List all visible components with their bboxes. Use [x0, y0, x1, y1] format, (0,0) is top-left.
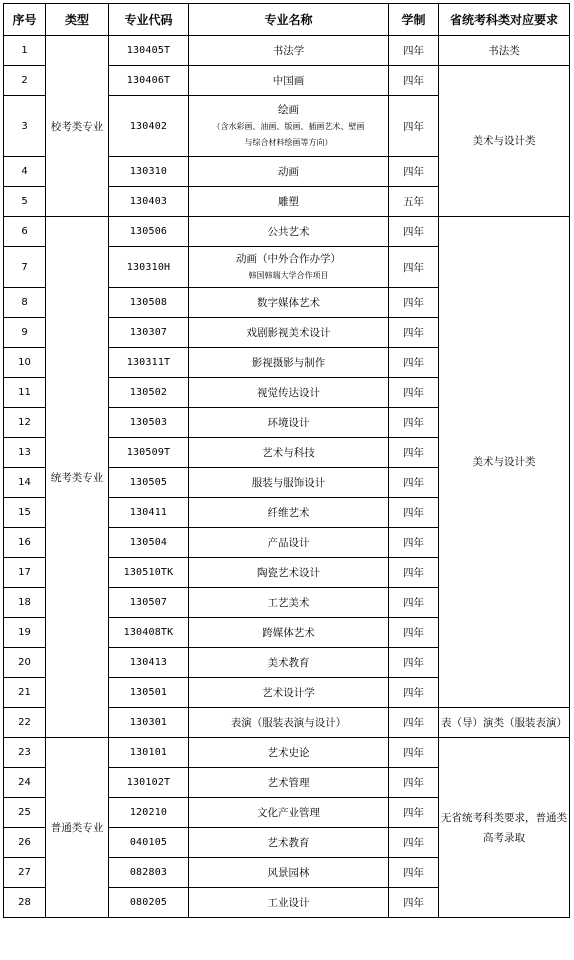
row-code: 130509T [109, 438, 189, 468]
table-row [4, 36, 570, 66]
row-code: 130506 [109, 217, 189, 247]
header-years: 学制 [389, 4, 439, 36]
row-name-note: 与综合材料绘画等方向） [244, 138, 333, 147]
row-no: 22 [4, 708, 46, 738]
row-years: 四年 [389, 36, 439, 66]
row-name-main: 动画（中外合作办学） [236, 253, 341, 265]
row-no: 13 [4, 438, 46, 468]
row-years: 四年 [389, 558, 439, 588]
row-no: 2 [4, 66, 46, 96]
row-no: 9 [4, 318, 46, 348]
document-page [3, 3, 574, 918]
row-name: 艺术史论 [189, 738, 389, 768]
row-years: 四年 [389, 528, 439, 558]
row-years: 四年 [389, 247, 439, 288]
row-name: 艺术与科技 [189, 438, 389, 468]
row-years: 四年 [389, 708, 439, 738]
row-years: 四年 [389, 858, 439, 888]
row-no: 19 [4, 618, 46, 648]
row-no: 25 [4, 798, 46, 828]
table-row [4, 217, 570, 247]
row-name [189, 247, 389, 288]
row-no: 28 [4, 888, 46, 918]
row-code: 130101 [109, 738, 189, 768]
row-code: 130504 [109, 528, 189, 558]
row-name: 表演（服装表演与设计） [189, 708, 389, 738]
row-code: 130510TK [109, 558, 189, 588]
row-years: 四年 [389, 768, 439, 798]
row-no: 23 [4, 738, 46, 768]
row-name: 产品设计 [189, 528, 389, 558]
row-years: 四年 [389, 618, 439, 648]
row-no: 21 [4, 678, 46, 708]
row-years: 四年 [389, 408, 439, 438]
row-code: 130310 [109, 157, 189, 187]
header-requirement: 省统考科类对应要求 [439, 4, 570, 36]
row-code: 130411 [109, 498, 189, 528]
row-no: 3 [4, 96, 46, 157]
row-years: 四年 [389, 468, 439, 498]
requirement-performance: 表（导）演类（服装表演） [439, 708, 570, 738]
row-name: 跨媒体艺术 [189, 618, 389, 648]
row-years: 四年 [389, 318, 439, 348]
row-name: 陶瓷艺术设计 [189, 558, 389, 588]
row-code: 130405T [109, 36, 189, 66]
row-years: 四年 [389, 438, 439, 468]
row-years: 四年 [389, 738, 439, 768]
row-code: 120210 [109, 798, 189, 828]
requirement-art-design-1: 美术与设计类 [439, 66, 570, 217]
row-years: 四年 [389, 96, 439, 157]
row-no: 12 [4, 408, 46, 438]
row-code: 130311T [109, 348, 189, 378]
row-name: 风景园林 [189, 858, 389, 888]
row-code: 130406T [109, 66, 189, 96]
row-code: 130505 [109, 468, 189, 498]
row-name: 艺术教育 [189, 828, 389, 858]
row-no: 16 [4, 528, 46, 558]
row-name: 服装与服饰设计 [189, 468, 389, 498]
table-row [4, 738, 570, 768]
row-no: 10 [4, 348, 46, 378]
row-name: 中国画 [189, 66, 389, 96]
row-years: 四年 [389, 378, 439, 408]
row-name: 工艺美术 [189, 588, 389, 618]
row-code: 040105 [109, 828, 189, 858]
row-no: 7 [4, 247, 46, 288]
row-code: 130307 [109, 318, 189, 348]
row-code: 130413 [109, 648, 189, 678]
row-code: 130301 [109, 708, 189, 738]
row-code: 130507 [109, 588, 189, 618]
row-no: 11 [4, 378, 46, 408]
row-name: 视觉传达设计 [189, 378, 389, 408]
header-no: 序号 [4, 4, 46, 36]
row-name: 动画 [189, 157, 389, 187]
row-years: 五年 [389, 187, 439, 217]
row-code: 130310H [109, 247, 189, 288]
requirement-art-design-2: 美术与设计类 [439, 217, 570, 708]
row-code: 082803 [109, 858, 189, 888]
row-years: 四年 [389, 798, 439, 828]
row-code: 130402 [109, 96, 189, 157]
row-name: 公共艺术 [189, 217, 389, 247]
row-years: 四年 [389, 498, 439, 528]
row-no: 24 [4, 768, 46, 798]
row-years: 四年 [389, 66, 439, 96]
header-code: 专业代码 [109, 4, 189, 36]
row-years: 四年 [389, 157, 439, 187]
row-name: 环境设计 [189, 408, 389, 438]
category-school: 校考类专业 [46, 36, 109, 217]
row-years: 四年 [389, 678, 439, 708]
row-name: 文化产业管理 [189, 798, 389, 828]
row-code: 130408TK [109, 618, 189, 648]
row-code: 130508 [109, 288, 189, 318]
header-name: 专业名称 [189, 4, 389, 36]
row-name: 艺术管理 [189, 768, 389, 798]
row-years: 四年 [389, 217, 439, 247]
row-name: 雕塑 [189, 187, 389, 217]
row-name-main: 绘画 [278, 104, 299, 116]
row-years: 四年 [389, 348, 439, 378]
row-no: 15 [4, 498, 46, 528]
row-no: 8 [4, 288, 46, 318]
row-years: 四年 [389, 888, 439, 918]
row-name: 艺术设计学 [189, 678, 389, 708]
row-years: 四年 [389, 828, 439, 858]
row-no: 27 [4, 858, 46, 888]
row-code: 130501 [109, 678, 189, 708]
row-name: 工业设计 [189, 888, 389, 918]
row-name-note: 韩国韩瑞大学合作项目 [248, 271, 329, 280]
row-code: 130403 [109, 187, 189, 217]
row-name [189, 96, 389, 157]
row-code: 080205 [109, 888, 189, 918]
row-no: 5 [4, 187, 46, 217]
row-name: 数字媒体艺术 [189, 288, 389, 318]
row-name: 书法学 [189, 36, 389, 66]
majors-table [3, 3, 570, 918]
row-name: 影视摄影与制作 [189, 348, 389, 378]
header-type: 类型 [46, 4, 109, 36]
row-name: 纤维艺术 [189, 498, 389, 528]
row-no: 26 [4, 828, 46, 858]
row-years: 四年 [389, 288, 439, 318]
row-no: 18 [4, 588, 46, 618]
category-unified: 统考类专业 [46, 217, 109, 738]
requirement-general-line1: 无省统考科类要求，普通类 [441, 811, 567, 824]
row-no: 6 [4, 217, 46, 247]
row-no: 1 [4, 36, 46, 66]
row-years: 四年 [389, 648, 439, 678]
row-name: 戏剧影视美术设计 [189, 318, 389, 348]
row-no: 20 [4, 648, 46, 678]
requirement-general [439, 738, 570, 918]
row-name-note: （含水彩画、油画、版画、插画艺术、壁画 [212, 122, 365, 131]
row-years: 四年 [389, 588, 439, 618]
category-general: 普通类专业 [46, 738, 109, 918]
row-code: 130502 [109, 378, 189, 408]
row-no: 4 [4, 157, 46, 187]
row-no: 17 [4, 558, 46, 588]
requirement-general-line2: 高考录取 [483, 831, 525, 844]
row-name: 美术教育 [189, 648, 389, 678]
requirement-calligraphy: 书法类 [439, 36, 570, 66]
row-code: 130503 [109, 408, 189, 438]
row-code: 130102T [109, 768, 189, 798]
row-no: 14 [4, 468, 46, 498]
header-row [4, 4, 570, 36]
